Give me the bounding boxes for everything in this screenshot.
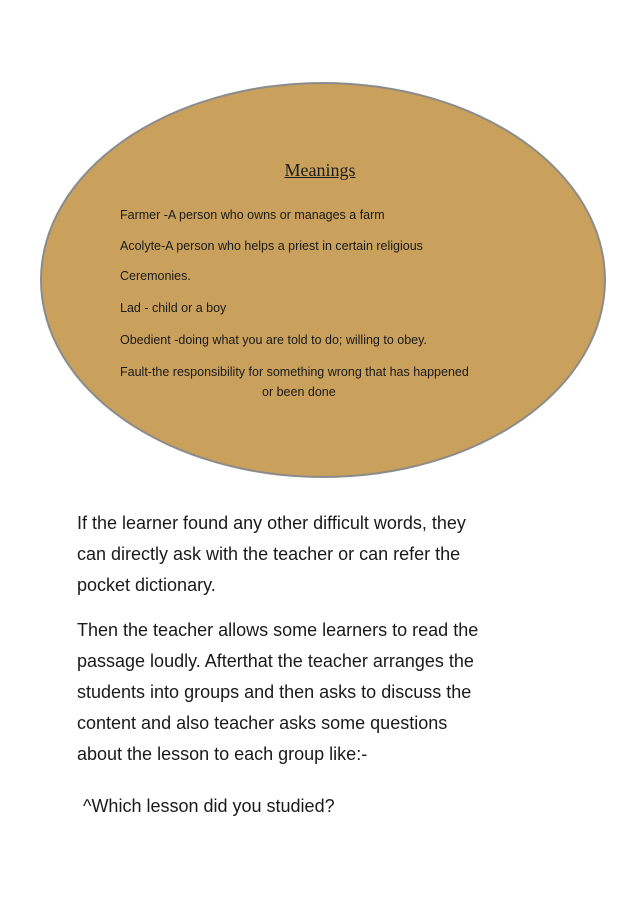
paragraph-difficult-words — [77, 508, 567, 601]
meaning-fault-cont: or been done — [262, 385, 336, 399]
meaning-fault: Fault-the responsibility for something wrong that has happened — [120, 365, 469, 379]
text-line: content and also teacher asks some questions — [77, 713, 448, 733]
meaning-obedient: Obedient -doing what you are told to do; willing to obey. — [120, 333, 427, 347]
text-line: students into groups and then asks to discuss the — [77, 682, 472, 702]
text-line: about the lesson to each group like:- — [77, 744, 368, 764]
text-line: can directly ask with the teacher or can refer the — [77, 544, 461, 564]
question-line: ^Which lesson did you studied? — [83, 796, 335, 816]
meaning-lad: Lad - child or a boy — [120, 301, 227, 315]
meaning-farmer: Farmer -A person who owns or manages a farm — [120, 208, 385, 222]
text-line: passage loudly. Afterthat the teacher arranges the — [77, 651, 474, 671]
text-line: pocket dictionary. — [77, 575, 216, 595]
meaning-ceremonies: Ceremonies. — [120, 269, 191, 283]
meanings-title: Meanings — [284, 160, 356, 180]
meaning-acolyte: Acolyte-A person who helps a priest in certain religious — [120, 239, 423, 253]
paragraph-teacher-activity — [77, 615, 567, 770]
text-line: Then the teacher allows some learners to read the — [77, 620, 479, 640]
text-line: If the learner found any other difficult words, they — [77, 513, 466, 533]
